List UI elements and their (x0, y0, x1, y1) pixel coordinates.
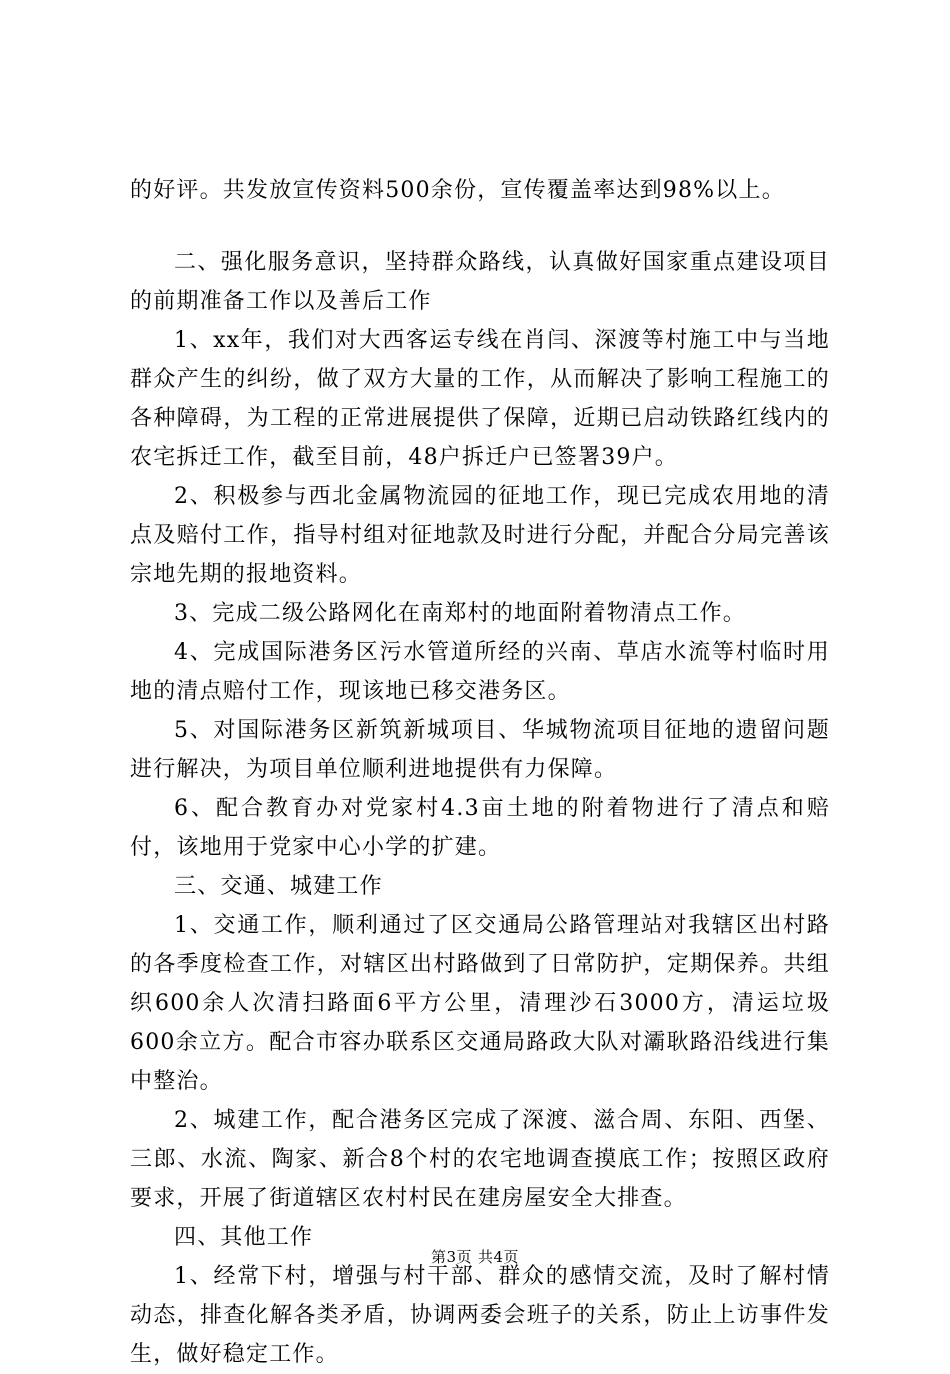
document-body (130, 171, 830, 1374)
paragraph-item: 5、对国际港务区新筑新城项目、华城物流项目征地的遗留问题进行解决，为项目单位顺利进地提供有力保障。 (130, 718, 830, 782)
paragraph-item: 2、城建工作，配合港务区完成了深渡、滋合周、东阳、西堡、三郎、水流、陶家、新合8个村的农宅地调查摸底工作；按照区政府要求，开展了街道辖区农村村民在建房屋安全大排查。 (130, 1108, 830, 1211)
section-heading-4: 四、其他工作 (174, 1225, 314, 1250)
paragraph-item: 6、配合教育办对党家村4.3亩土地的附着物进行了清点和赔付，该地用于党家中心小学的扩建。 (130, 796, 830, 860)
paragraph-item: 1、xx年，我们对大西客运专线在肖闫、深渡等村施工中与当地群众产生的纠纷，做了双方大量的工作，从而解决了影响工程施工的各种障碍，为工程的正常进展提供了保障，近期已启动铁路红线内的农宅拆迁工作，截至目前，48户拆迁户已签署39户。 (130, 328, 830, 470)
page-footer (0, 1246, 950, 1267)
page-total: 共4页 (478, 1248, 520, 1266)
paragraph-item: 4、完成国际港务区污水管道所经的兴南、草店水流等村临时用地的清点赔付工作，现该地已移交港务区。 (130, 640, 830, 704)
section-heading-2: 二、强化服务意识，坚持群众路线，认真做好国家重点建设项目的前期准备工作以及善后工作 (130, 250, 830, 314)
section-heading-3: 三、交通、城建工作 (174, 874, 383, 899)
paragraph-continuation: 的好评。共发放宣传资料500余份，宣传覆盖率达到98%以上。 (130, 178, 785, 203)
page-number: 第3页 (430, 1248, 472, 1266)
paragraph-item: 2、积极参与西北金属物流园的征地工作，现已完成农用地的清点及赔付工作，指导村组对征地款及时进行分配，并配合分局完善该宗地先期的报地资料。 (130, 484, 830, 587)
paragraph-item: 3、完成二级公路网化在南郑村的地面附着物清点工作。 (174, 601, 746, 626)
paragraph-item: 1、经常下村，增强与村干部、群众的感情交流，及时了解村情动态，排查化解各类矛盾，协调两委会班子的关系，防止上访事件发生，做好稳定工作。 (130, 1264, 830, 1367)
paragraph-item: 1、交通工作，顺利通过了区交通局公路管理站对我辖区出村路的各季度检查工作，对辖区出村路做到了日常防护，定期保养。共组织600余人次清扫路面6平方公里，清理沙石3000方，清运垃圾600余立方。配合市容办联系区交通局路政大队对灞耿路沿线进行集中整治。 (130, 913, 830, 1094)
